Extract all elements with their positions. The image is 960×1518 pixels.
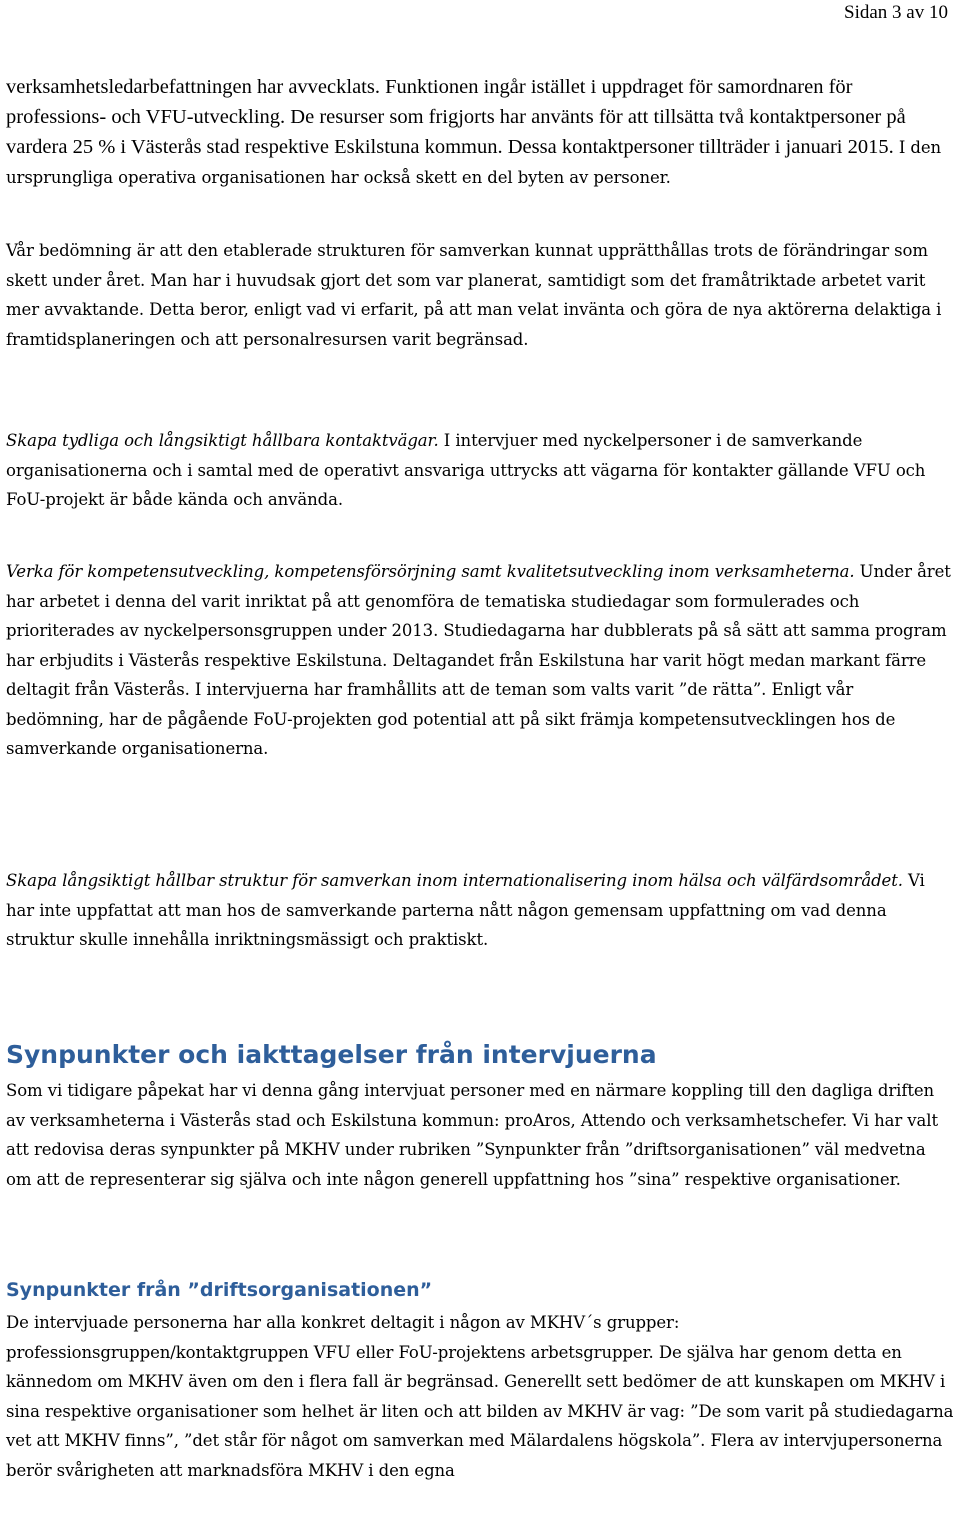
- internationalisation-lead: Skapa långsiktigt hållbar struktur för samverkan inom internationalisering inom hälsa och välfärdsområdet.: [6, 871, 903, 890]
- intro-text-serif: verksamhetsledarbefattningen har avvecklats. Funktionen ingår istället i uppdraget för samordnaren för professions- och VFU-utveckling. De resurser som frigjorts har använts för att tillsätta två kontaktpersoner på vardera 25 % i Västerås stad respektive Eskilstuna kommun. Dessa kontaktpersoner tillträder i januari 2015.: [6, 76, 906, 158]
- intro-paragraph: [6, 72, 956, 192]
- section-heading: Synpunkter och iakttagelser från intervjuerna: [6, 1040, 657, 1069]
- assessment-paragraph: Vår bedömning är att den etablerade strukturen för samverkan kunnat upprätthållas trots de förändringar som skett under året. Man har i huvudsak gjort det som var planerat, samtidigt som det framåtriktade arbetet varit mer avvaktande. Detta beror, enligt vad vi erfarit, på att man velat invänta och göra de nya aktörerna delaktiga i framtidsplaneringen och att personalresursen varit begränsad.: [6, 241, 942, 349]
- interviews-intro-paragraph: Som vi tidigare påpekat har vi denna gång intervjuat personer med en närmare koppling till den dagliga driften av verksamheterna i Västerås stad och Eskilstuna kommun: proAros, Attendo och verksamhetschefer. Vi har valt att redovisa deras synpunkter på MKHV under rubriken ”Synpunkter från ”driftsorganisationen” väl medvetna om att de representerar sig själva och inte någon generell uppfattning hos ”sina” respektive organisationer.: [6, 1081, 938, 1189]
- operations-views-paragraph: De intervjuade personerna har alla konkret deltagit i någon av MKHV´s grupper: professionsgruppen/kontaktgruppen VFU eller FoU-projektens arbetsgrupper. De själva har genom detta en kännedom om MKHV även om den i flera fall är begränsad. Generellt sett bedömer de att kunskapen om MKHV i sina respektive organisationer som helhet är liten och att bilden av MKHV är vag: ”De som varit på studiedagarna vet att MKHV finns”, ”det står för något om samverkan med Mälardalens högskola”. Flera av intervjupersonerna berör svårigheten att marknadsföra MKHV i den egna: [6, 1313, 954, 1480]
- subsection-heading: Synpunkter från ”driftsorganisationen”: [6, 1279, 433, 1301]
- competence-text: Under året har arbetet i denna del varit inriktat på att genomföra de tematiska studiedagar som formulerades och prioriterades av nyckelpersonsgruppen under 2013. Studiedagarna har dubblerats på så sätt att samma program har erbjudits i Västerås respektive Eskilstuna. Deltagandet från Eskilstuna har varit högt medan markant färre deltagit från Västerås. I intervjuerna har framhållits att de teman som valts varit ”de rätta”. Enligt vår bedömning, har de pågående FoU-projekten god potential att på sikt främja kompetensutvecklingen hos de samverkande organisationerna.: [6, 562, 951, 758]
- competence-lead: Verka för kompetensutveckling, kompetensförsörjning samt kvalitetsutveckling inom verksamheterna.: [6, 562, 855, 581]
- contact-paths-text: I intervjuer med nyckelpersoner i de samverkande organisationerna och i samtal med de operativt ansvariga uttrycks att vägarna för kontakter gällande VFU och FoU-projekt är både kända och använda.: [6, 431, 926, 509]
- competence-paragraph: [6, 557, 956, 764]
- contact-paths-lead: Skapa tydliga och långsiktigt hållbara kontaktvägar.: [6, 431, 439, 450]
- contact-paths-paragraph: [6, 426, 956, 515]
- internationalisation-paragraph: [6, 866, 956, 955]
- internationalisation-text: Vi har inte uppfattat att man hos de samverkande parterna nått någon gemensam uppfattning om vad denna struktur skulle innehålla inriktningsmässigt och praktiskt.: [6, 871, 925, 949]
- intro-text-continued: I den ursprungliga operativa organisationen har också skett en del byten av personer.: [6, 138, 942, 187]
- page-number: Sidan 3 av 10: [844, 2, 948, 23]
